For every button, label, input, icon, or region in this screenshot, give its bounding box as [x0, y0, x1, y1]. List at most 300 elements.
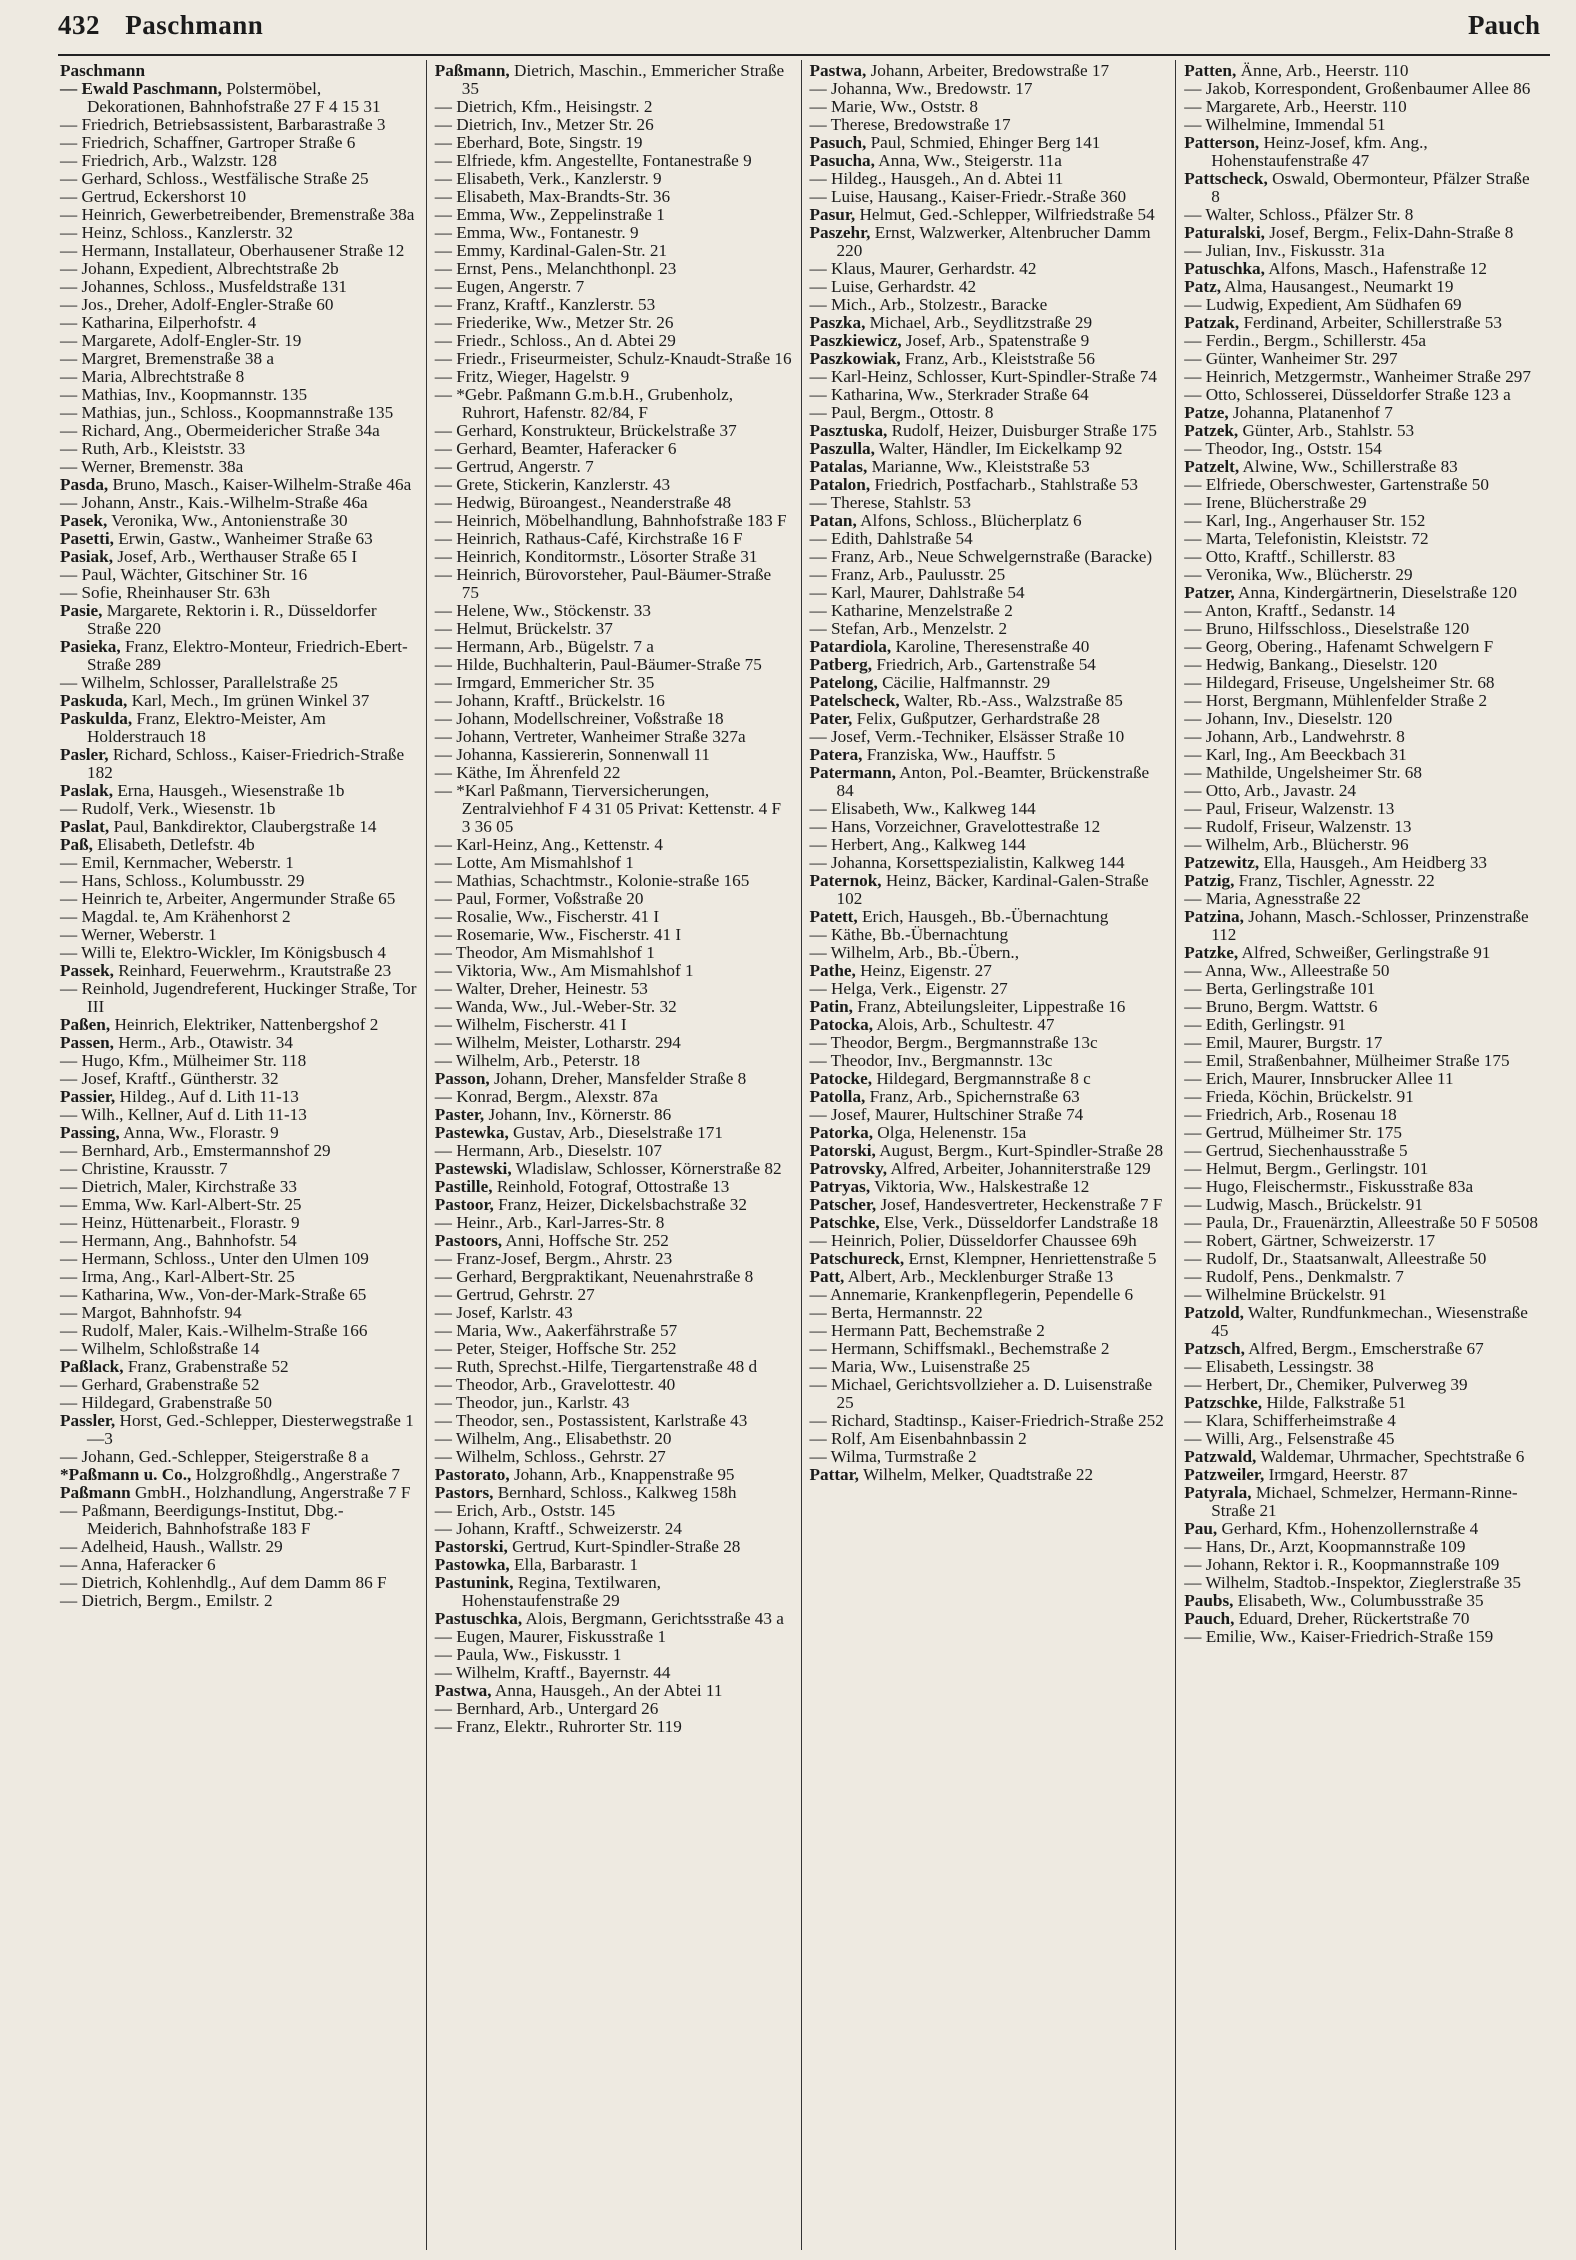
entry-text: — Hedwig, Bankang., Dieselstr. 120 — [1184, 655, 1438, 674]
entry-text: Franz, Arb., Kleiststraße 56 — [905, 349, 1095, 368]
entry-text: Reinhard, Feuerwehrm., Krautstraße 23 — [118, 961, 392, 980]
directory-entry — [435, 350, 793, 368]
entry-text: Anton, Pol.-Beamter, Brückenstraße 84 — [836, 763, 1150, 800]
entry-text: — Rudolf, Friseur, Walzenstr. 13 — [1184, 817, 1412, 836]
entry-text: — Theodor, jun., Karlstr. 43 — [434, 1393, 630, 1412]
directory-entry — [60, 188, 418, 206]
entry-text: — Emmy, Kardinal-Galen-Str. 21 — [434, 241, 668, 260]
directory-entry — [435, 386, 793, 422]
entry-text: — Helga, Verk., Eigenstr. 27 — [809, 979, 1008, 998]
directory-entry — [435, 1376, 793, 1394]
entry-text: Johann, Masch.-Schlosser, Prinzenstraße 112 — [1211, 907, 1529, 944]
column-4 — [1175, 60, 1550, 2250]
entry-name: Passen, — [60, 1033, 114, 1052]
directory-entry — [60, 926, 418, 944]
directory-entry — [810, 566, 1168, 584]
entry-text: Walter, Rb.-Ass., Walzstraße 85 — [903, 691, 1123, 710]
entry-text: — Dietrich, Kohlenhdlg., Auf dem Damm 86 F — [60, 1573, 387, 1592]
entry-text: — Maria, Ww., Luisenstraße 25 — [809, 1357, 1031, 1376]
entry-name: Patz, — [1184, 277, 1221, 296]
directory-entry — [60, 1196, 418, 1214]
entry-text: — Elfriede, kfm. Angestellte, Fontanestraße 9 — [434, 151, 752, 170]
entry-name: Pattar, — [809, 1465, 859, 1484]
entry-text: — Paul, Friseur, Walzenstr. 13 — [1184, 799, 1395, 818]
entry-name: Patzweiler, — [1184, 1465, 1265, 1484]
entry-name: Paszehr, — [809, 223, 871, 242]
entry-name: Patzelt, — [1184, 457, 1240, 476]
entry-text: — Ludwig, Masch., Brückelstr. 91 — [1184, 1195, 1423, 1214]
entry-text: — Emma, Ww., Zeppelinstraße 1 — [434, 205, 665, 224]
entry-text: — Gertrud, Mülheimer Str. 175 — [1184, 1123, 1402, 1142]
entry-text: — Theodor, sen., Postassistent, Karlstraße 43 — [434, 1411, 748, 1430]
directory-entry — [1184, 386, 1542, 404]
entry-text: — Therese, Stahlstr. 53 — [809, 493, 972, 512]
entry-text: — Wilhelm, Ang., Elisabethstr. 20 — [434, 1429, 672, 1448]
entry-text: — Wilhelm, Schlosser, Parallelstraße 25 — [60, 673, 339, 692]
entry-text: Alfons, Schloss., Blücherplatz 6 — [860, 511, 1082, 530]
directory-entry — [60, 80, 418, 116]
directory-entry — [1184, 530, 1542, 548]
directory-entry — [1184, 350, 1542, 368]
directory-entry — [810, 224, 1168, 260]
entry-name: Patschureck, — [809, 1249, 905, 1268]
directory-entry — [435, 314, 793, 332]
entry-text: — Dietrich, Bergm., Emilstr. 2 — [60, 1591, 273, 1610]
directory-entry — [435, 944, 793, 962]
entry-text: — Mathias, jun., Schloss., Koopmannstraße 135 — [60, 403, 394, 422]
entry-text: — Christine, Krausstr. 7 — [60, 1159, 228, 1178]
entry-text: — Heinrich, Metzgermstr., Wanheimer Straße 297 — [1184, 367, 1531, 386]
entry-name: Paskulda, — [60, 709, 133, 728]
entry-text: — Edith, Gerlingstr. 91 — [1184, 1015, 1347, 1034]
directory-entry — [810, 314, 1168, 332]
directory-entry — [435, 1574, 793, 1610]
directory-entry — [1184, 710, 1542, 728]
header-right-word: Pauch — [1467, 10, 1540, 40]
directory-entry — [810, 836, 1168, 854]
directory-entry — [435, 674, 793, 692]
directory-entry — [1184, 908, 1542, 944]
entry-text: Erich, Hausgeh., Bb.-Übernachtung — [862, 907, 1109, 926]
directory-entry — [1184, 1016, 1542, 1034]
directory-entry — [435, 962, 793, 980]
entry-text: Polstermöbel, Dekorationen, Bahnhofstraße 27 F 4 15 31 — [87, 79, 381, 116]
entry-name: Patzewitz, — [1184, 853, 1260, 872]
entry-text: — Maria, Ww., Aakerfährstraße 57 — [434, 1321, 678, 1340]
entry-text: — Theodor, Arb., Gravelottestr. 40 — [434, 1375, 676, 1394]
directory-entry — [435, 512, 793, 530]
entry-name: Paßen, — [60, 1015, 111, 1034]
directory-entry — [810, 404, 1168, 422]
entry-text: — Friedrich, Schaffner, Gartroper Straße 6 — [60, 133, 356, 152]
entry-text: Alfons, Masch., Hafenstraße 12 — [1268, 259, 1487, 278]
entry-text: — Mathilde, Ungelsheimer Str. 68 — [1184, 763, 1422, 782]
entry-text: — Adelheid, Haush., Wallstr. 29 — [60, 1537, 283, 1556]
entry-text: Franz, Abteilungsleiter, Lippestraße 16 — [857, 997, 1126, 1016]
directory-entry — [435, 242, 793, 260]
entry-text: — Luise, Gerhardstr. 42 — [809, 277, 977, 296]
page-number: 432 — [58, 10, 100, 40]
entry-name: Pastwa, — [809, 61, 867, 80]
directory-entry — [810, 728, 1168, 746]
entry-text: — Richard, Ang., Obermeidericher Straße 34a — [60, 421, 380, 440]
directory-entry — [810, 602, 1168, 620]
entry-name: Pauch, — [1184, 1609, 1235, 1628]
entry-text: — Fritz, Wieger, Hagelstr. 9 — [434, 367, 630, 386]
entry-name: Pasie, — [60, 601, 103, 620]
directory-entry — [60, 62, 418, 80]
entry-text: — Gertrud, Gehrstr. 27 — [434, 1285, 595, 1304]
entry-text: Viktoria, Ww., Halskestraße 12 — [874, 1177, 1090, 1196]
directory-entry — [810, 1448, 1168, 1466]
entry-text: — Peter, Steiger, Hoffsche Str. 252 — [434, 1339, 677, 1358]
header-rule — [58, 54, 1550, 56]
directory-entry — [60, 458, 418, 476]
column-2 — [426, 60, 801, 2250]
directory-entry — [435, 440, 793, 458]
entry-text: — Jos., Dreher, Adolf-Engler-Straße 60 — [60, 295, 334, 314]
directory-entry — [810, 1142, 1168, 1160]
entry-name: Pater, — [809, 709, 853, 728]
entry-text: Rudolf, Heizer, Duisburger Straße 175 — [891, 421, 1157, 440]
entry-text: — Herbert, Dr., Chemiker, Pulverweg 39 — [1184, 1375, 1468, 1394]
directory-entry — [1184, 872, 1542, 890]
directory-entry — [810, 332, 1168, 350]
directory-entry — [1184, 98, 1542, 116]
entry-text: — Dietrich, Inv., Metzer Str. 26 — [434, 115, 654, 134]
entry-text: — Emma, Ww., Fontanestr. 9 — [434, 223, 639, 242]
directory-entry — [810, 818, 1168, 836]
entry-name: Paslat, — [60, 817, 110, 836]
entry-text: Friedrich, Arb., Gartenstraße 54 — [876, 655, 1096, 674]
directory-entry — [1184, 1304, 1542, 1340]
entry-text: — Hans, Dr., Arzt, Koopmannstraße 109 — [1184, 1537, 1466, 1556]
entry-name: Pastewski, — [434, 1159, 512, 1178]
entry-text: Wladislaw, Schlosser, Körnerstraße 82 — [515, 1159, 782, 1178]
directory-entry — [60, 206, 418, 224]
directory-entry — [60, 1214, 418, 1232]
directory-entry — [60, 1070, 418, 1088]
directory-entry — [435, 1502, 793, 1520]
directory-entry — [435, 368, 793, 386]
entry-name: Patrovsky, — [809, 1159, 888, 1178]
directory-entry — [810, 944, 1168, 962]
entry-text: — Heinz, Schloss., Kanzlerstr. 32 — [60, 223, 293, 242]
entry-text: — Emil, Kernmacher, Weberstr. 1 — [60, 853, 294, 872]
entry-text: — Wilhelm, Kraftf., Bayernstr. 44 — [434, 1663, 671, 1682]
entry-name: Pasler, — [60, 745, 109, 764]
directory-entry — [60, 980, 418, 1016]
entry-text: — Edith, Dahlstraße 54 — [809, 529, 973, 548]
directory-entry — [1184, 602, 1542, 620]
entry-text: Else, Verk., Düsseldorfer Landstraße 18 — [883, 1213, 1159, 1232]
entry-text: — Käthe, Bb.-Übernachtung — [809, 925, 1009, 944]
entry-name: Pasucha, — [809, 151, 875, 170]
entry-text: Erna, Hausgeh., Wiesenstraße 1b — [117, 781, 345, 800]
directory-entry — [60, 1268, 418, 1286]
directory-entry — [60, 278, 418, 296]
entry-name: Pastuschka, — [434, 1609, 523, 1628]
entry-text: — Josef, Verm.-Techniker, Elsässer Straße 10 — [809, 727, 1125, 746]
directory-entry — [435, 1124, 793, 1142]
entry-text: — Georg, Obering., Hafenamt Schwelgern F — [1184, 637, 1494, 656]
directory-entry — [1184, 314, 1542, 332]
entry-text: Richard, Schloss., Kaiser-Friedrich-Straße 182 — [87, 745, 405, 782]
entry-name: Patt, — [809, 1267, 845, 1286]
entry-text: Oswald, Obermonteur, Pfälzer Straße 8 — [1211, 169, 1530, 206]
entry-text: — Margarete, Adolf-Engler-Str. 19 — [60, 331, 302, 350]
directory-entry — [435, 1034, 793, 1052]
entry-text: Wilhelm, Melker, Quadtstraße 22 — [862, 1465, 1094, 1484]
directory-entry — [60, 422, 418, 440]
directory-entry — [1184, 1106, 1542, 1124]
entry-text: — Anna, Ww., Alleestraße 50 — [1184, 961, 1390, 980]
directory-entry — [435, 1700, 793, 1718]
directory-entry — [60, 782, 418, 800]
entry-text: — Wilhelmine Brückelstr. 91 — [1184, 1285, 1387, 1304]
directory-entry — [60, 1124, 418, 1142]
entry-text: August, Bergm., Kurt-Spindler-Straße 28 — [879, 1141, 1164, 1160]
directory-entry — [435, 188, 793, 206]
directory-entry — [60, 260, 418, 278]
directory-entry — [810, 368, 1168, 386]
directory-entry — [435, 116, 793, 134]
entry-text: Irmgard, Heerstr. 87 — [1268, 1465, 1408, 1484]
entry-text: Helmut, Ged.-Schlepper, Wilfriedstraße 54 — [859, 205, 1155, 224]
entry-text: — Helmut, Bergm., Gerlingstr. 101 — [1184, 1159, 1429, 1178]
entry-text: — Hugo, Fleischermstr., Fiskusstraße 83a — [1184, 1177, 1474, 1196]
entry-text: — Johann, Modellschreiner, Voßstraße 18 — [434, 709, 724, 728]
directory-entry — [60, 1250, 418, 1268]
directory-entry — [810, 1466, 1168, 1484]
directory-entry — [435, 494, 793, 512]
directory-entry — [1184, 296, 1542, 314]
entry-name: Patzold, — [1184, 1303, 1244, 1322]
directory-entry — [810, 908, 1168, 926]
directory-entry — [1184, 800, 1542, 818]
entry-text: — Marta, Telefonistin, Kleiststr. 72 — [1184, 529, 1429, 548]
entry-text: — Gertrud, Siechenhausstraße 5 — [1184, 1141, 1408, 1160]
entry-text: — Paul, Former, Voßstraße 20 — [434, 889, 644, 908]
entry-text: — Erich, Arb., Oststr. 145 — [434, 1501, 616, 1520]
directory-entry — [60, 638, 418, 674]
directory-entry — [1184, 962, 1542, 980]
directory-entry — [810, 98, 1168, 116]
entry-text: Heinz-Josef, kfm. Ang., Hohenstaufenstraße 47 — [1211, 133, 1428, 170]
entry-text: — Rudolf, Maler, Kais.-Wilhelm-Straße 166 — [60, 1321, 368, 1340]
entry-name: Paszulla, — [809, 439, 875, 458]
entry-text: Albert, Arb., Mecklenburger Straße 13 — [847, 1267, 1114, 1286]
directory-entry — [435, 224, 793, 242]
entry-text: Regina, Textilwaren, Hohenstaufenstraße 29 — [461, 1573, 661, 1610]
entry-text: — Katharine, Menzelstraße 2 — [809, 601, 1013, 620]
directory-entry — [1184, 944, 1542, 962]
directory-entry — [60, 1394, 418, 1412]
directory-entry — [1184, 242, 1542, 260]
directory-entry — [1184, 1538, 1542, 1556]
entry-text: — Franz, Elektr., Ruhrorter Str. 119 — [434, 1717, 682, 1736]
directory-entry — [435, 1394, 793, 1412]
directory-entry — [60, 566, 418, 584]
entry-text: Friedrich, Postfacharb., Stahlstraße 53 — [874, 475, 1138, 494]
entry-text: — Helene, Ww., Stöckenstr. 33 — [434, 601, 651, 620]
directory-entry — [1184, 134, 1542, 170]
directory-entry — [60, 170, 418, 188]
entry-text: Anna, Ww., Florastr. 9 — [123, 1123, 279, 1142]
entry-text: — Maria, Albrechtstraße 8 — [60, 367, 245, 386]
directory-entry — [435, 710, 793, 728]
directory-entry — [60, 854, 418, 872]
directory-entry — [435, 1430, 793, 1448]
directory-entry — [1184, 836, 1542, 854]
directory-entry — [435, 926, 793, 944]
entry-text: Anna, Hausgeh., An der Abtei 11 — [494, 1681, 723, 1700]
entry-text: — Johann, Rektor i. R., Koopmannstraße 109 — [1184, 1555, 1500, 1574]
directory-entry — [1184, 458, 1542, 476]
entry-name: Patscher, — [809, 1195, 877, 1214]
entry-text: Hildegard, Bergmannstraße 8 c — [876, 1069, 1091, 1088]
entry-text: Olga, Helenenstr. 15a — [877, 1123, 1027, 1142]
directory-entry — [1184, 1592, 1542, 1610]
entry-text: — Erich, Maurer, Innsbrucker Allee 11 — [1184, 1069, 1454, 1088]
directory-entry — [1184, 422, 1542, 440]
directory-entry — [810, 62, 1168, 80]
entry-text: — Wilh., Kellner, Auf d. Lith 11-13 — [60, 1105, 307, 1124]
directory-entry — [1184, 512, 1542, 530]
directory-entry — [60, 296, 418, 314]
directory-entry — [435, 1646, 793, 1664]
directory-entry — [810, 926, 1168, 944]
entry-text: — Wilhelm, Meister, Lotharstr. 294 — [434, 1033, 681, 1052]
entry-text: — Veronika, Ww., Blücherstr. 29 — [1184, 565, 1413, 584]
entry-name: Patalas, — [809, 457, 868, 476]
entry-text: — Katharina, Eilperhofstr. 4 — [60, 313, 257, 332]
directory-entry — [60, 1052, 418, 1070]
directory-entry — [435, 1718, 793, 1736]
entry-text: — Irma, Ang., Karl-Albert-Str. 25 — [60, 1267, 295, 1286]
entry-name: Patzke, — [1184, 943, 1239, 962]
directory-entry — [1184, 1394, 1542, 1412]
directory-entry — [60, 1484, 418, 1502]
entry-name: Paturalski, — [1184, 223, 1265, 242]
entry-text: — Walter, Schloss., Pfälzer Str. 8 — [1184, 205, 1414, 224]
directory-entry — [1184, 1574, 1542, 1592]
directory-entry — [60, 872, 418, 890]
entry-name: Patterson, — [1184, 133, 1260, 152]
entry-text: — Klara, Schifferheimstraße 4 — [1184, 1411, 1396, 1430]
directory-entry — [1184, 62, 1542, 80]
directory-entry — [810, 296, 1168, 314]
directory-entry — [60, 1322, 418, 1340]
entry-text: — *Karl Paßmann, Tierversicherungen, Zentralviehhof F 4 31 05 Privat: Kettenstr. 4 F 3 36 05 — [434, 781, 782, 836]
entry-name: Patorski, — [809, 1141, 876, 1160]
entry-text: — Luise, Hausang., Kaiser-Friedr.-Straße 360 — [809, 187, 1127, 206]
entry-name: Patyrala, — [1184, 1483, 1252, 1502]
entry-text: Josef, Handesvertreter, Heckenstraße 7 F — [880, 1195, 1163, 1214]
directory-entry — [1184, 1448, 1542, 1466]
entry-text: Gertrud, Kurt-Spindler-Straße 28 — [512, 1537, 741, 1556]
directory-entry — [810, 1124, 1168, 1142]
directory-entry — [810, 530, 1168, 548]
entry-text: — Käthe, Im Ährenfeld 22 — [434, 763, 621, 782]
entry-text: — Rosalie, Ww., Fischerstr. 41 I — [434, 907, 660, 926]
entry-name: Paßlack, — [60, 1357, 124, 1376]
directory-entry — [1184, 1358, 1542, 1376]
directory-entry — [435, 692, 793, 710]
entry-name: Passon, — [434, 1069, 490, 1088]
directory-entry — [60, 1286, 418, 1304]
directory-entry — [810, 1430, 1168, 1448]
directory-entry — [1184, 1466, 1542, 1484]
entry-text: Ferdinand, Arbeiter, Schillerstraße 53 — [1243, 313, 1502, 332]
entry-text: Alfred, Bergm., Emscherstraße 67 — [1248, 1339, 1484, 1358]
entry-text: Alois, Bergmann, Gerichtsstraße 43 a — [525, 1609, 784, 1628]
directory-entry — [810, 962, 1168, 980]
directory-entry — [1184, 1178, 1542, 1196]
entry-text: — Eberhard, Bote, Singstr. 19 — [434, 133, 643, 152]
entry-text: — Gertrud, Eckershorst 10 — [60, 187, 247, 206]
entry-text: — Berta, Gerlingstraße 101 — [1184, 979, 1376, 998]
directory-entry — [810, 710, 1168, 728]
directory-entry — [810, 134, 1168, 152]
entry-name: Paszka, — [809, 313, 866, 332]
entry-text: — Gerhard, Schloss., Westfälische Straße 25 — [60, 169, 369, 188]
entry-name: Patzak, — [1184, 313, 1240, 332]
directory-entry — [60, 404, 418, 422]
directory-entry — [1184, 1196, 1542, 1214]
entry-text: Karoline, Theresenstraße 40 — [895, 637, 1090, 656]
entry-text: — Ludwig, Expedient, Am Südhafen 69 — [1184, 295, 1462, 314]
entry-name: Passek, — [60, 961, 114, 980]
entry-text: — Hans, Schloss., Kolumbusstr. 29 — [60, 871, 305, 890]
directory-entry — [810, 206, 1168, 224]
directory-entry — [810, 170, 1168, 188]
directory-entry — [60, 134, 418, 152]
entry-name: Patberg, — [809, 655, 873, 674]
entry-name: Patermann, — [809, 763, 896, 782]
directory-entry — [1184, 1430, 1542, 1448]
entry-text: Franz, Tischler, Agnesstr. 22 — [1238, 871, 1435, 890]
entry-text: Paul, Schmied, Ehinger Berg 141 — [870, 133, 1101, 152]
entry-text: — Wilhelm, Stadtob.-Inspektor, Zieglerstraße 35 — [1184, 1573, 1521, 1592]
entry-text: Heinz, Bäcker, Kardinal-Galen-Straße 102 — [836, 871, 1149, 908]
entry-name: Patzsch, — [1184, 1339, 1245, 1358]
directory-entry — [1184, 1124, 1542, 1142]
directory-entry — [60, 116, 418, 134]
directory-entry — [1184, 764, 1542, 782]
directory-entry — [810, 1232, 1168, 1250]
directory-entry — [810, 512, 1168, 530]
entry-text: — Stefan, Arb., Menzelstr. 2 — [809, 619, 1008, 638]
entry-text: Bernhard, Schloss., Kalkweg 158h — [497, 1483, 737, 1502]
directory-entry — [435, 1520, 793, 1538]
directory-entry — [810, 494, 1168, 512]
entry-name: Patalon, — [809, 475, 871, 494]
directory-entry — [60, 836, 418, 854]
entry-name: Patera, — [809, 745, 863, 764]
directory-entry — [60, 1412, 418, 1448]
entry-name: Pastunink, — [434, 1573, 514, 1592]
entry-name: Patolla, — [809, 1087, 866, 1106]
entry-text: — Bruno, Hilfsschloss., Dieselstraße 120 — [1184, 619, 1470, 638]
entry-name: Patett, — [809, 907, 858, 926]
directory-entry — [435, 890, 793, 908]
entry-text: — Wilhelmine, Immendal 51 — [1184, 115, 1386, 134]
directory-entry — [435, 1052, 793, 1070]
entry-text: — Jakob, Korrespondent, Großenbaumer Allee 86 — [1184, 79, 1531, 98]
directory-entry — [60, 1502, 418, 1538]
directory-entry — [435, 476, 793, 494]
